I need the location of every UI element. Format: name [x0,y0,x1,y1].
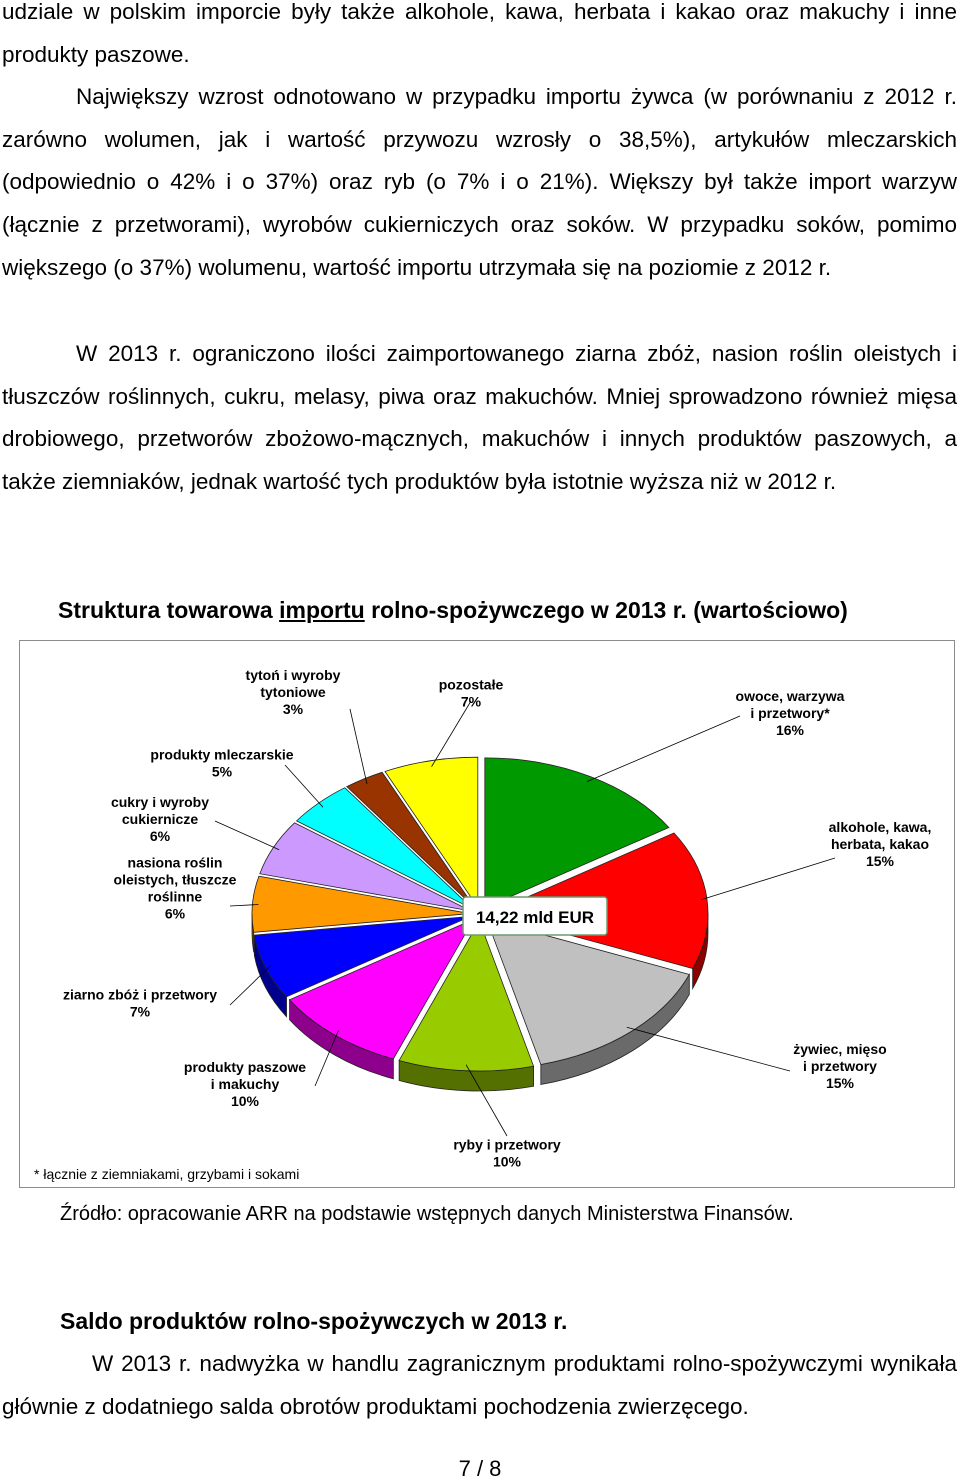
pie-slice-label-line: cukiernicze [121,811,199,827]
pie-slice-label-line: ziarno zbóż i przetwory [62,986,218,1003]
paragraph-balance [2,1343,957,1428]
pie-slice-label [736,688,845,738]
pie-slice-label [793,1041,886,1091]
chart-heading-underlined: importu [279,597,365,623]
chart-heading-before: Struktura towarowa [58,597,280,623]
pie-slice-label-line: 6% [164,905,186,922]
pie-slice-label-line: 15% [825,1075,855,1091]
pie-slice-label [63,987,217,1020]
pie-leader-line [215,821,279,850]
paragraph-balance-text: W 2013 r. nadwyżka w handlu zagranicznym produktami rolno-spożywczymi wynikała głównie z dodatniego salda obrotów produktami pochodzenia zwierzęcego. [2,1351,957,1419]
section-heading: Saldo produktów rolno-spożywczych w 2013 r. [60,1308,568,1334]
paragraph-import-growth [2,76,957,290]
pie-slice-label-line: cukry i wyroby [110,794,210,810]
pie-slice-label-line: 5% [211,763,233,780]
pie-slice-label-line: herbata, kakao [830,836,930,852]
paragraph-import-growth-text: Największy wzrost odnotowano w przypadku importu żywca (w porównaniu z 2012 r. zarówno wolumen, jak i wartość przywozu wzrosły o 38,5%), artykułów mleczarskich (odpowiednio o 42% i o 37%) oraz ryb (o 7% i o 21%). Większy był także import warzyw (łącznie z przetworami), wyrobów cukierniczych oraz soków. W przypadku soków, pomimo większego (o 37%) wolumenu, wartość importu utrzymała się na poziomie z 2012 r. [2,84,957,280]
pie-slice-label-line: żywiec, mięso [793,1041,887,1057]
pie-leader-line [285,765,323,807]
pie-leader-line [587,716,740,782]
pie-slice-label-line: oleistych, tłuszcze [113,871,237,888]
pie-slice-label-line: nasiona roślin [127,854,223,871]
pie-slice-label-line: roślinne [147,888,203,905]
pie-slice-label-line: 6% [149,828,171,844]
pie-total-label: 14,22 mld EUR [475,908,595,927]
pie-slice-label-line: 3% [282,701,304,717]
pie-slice-label-line: 7% [129,1003,151,1020]
pie-slice-label-line: 16% [775,722,805,738]
pie-slice-label-line: i przetwory [803,1058,877,1074]
pie-slice-label [829,819,932,869]
pie-slice-label-line: i przetwory* [750,705,830,721]
paragraph-import-decline [2,333,957,504]
chart-heading-after: rolno-spożywczego w 2013 r. (wartościowo) [364,597,848,623]
pie-slice-label [453,1137,561,1170]
pie-slice-label-line: 15% [865,853,895,869]
source-note: Źródło: opracowanie ARR na podstawie wstępnych danych Ministerstwa Finansów. [60,1203,794,1225]
pie-slice-label-line: 7% [460,693,482,710]
pie-leader-line [350,709,367,784]
pie-slice-label-line: ryby i przetwory [453,1136,561,1153]
pie-leader-line [432,701,471,767]
pie-slice-label-line: tytoniowe [260,684,326,700]
paragraph-intro [2,0,957,76]
pie-slice-label-line: alkohole, kawa, [828,819,932,835]
pie-slice-label-line: tytoń i wyroby [245,667,341,683]
pie-slice-label [150,747,293,780]
pie-slice-label [246,667,341,717]
pie-slice-label [439,677,504,710]
pie-slice-label [114,855,237,922]
pie-chart [19,640,955,1188]
pie-slice-label-line: produkty mleczarskie [150,746,294,763]
pie-slice-label [111,794,209,844]
pie-slice-label-line: pozostałe [438,676,504,693]
pie-leader-line [627,1027,790,1071]
paragraph-import-decline-text: W 2013 r. ograniczono ilości zaimportowanego ziarna zbóż, nasion roślin oleistych i tłuszczów roślinnych, cukru, melasy, piwa oraz makuchów. Mniej sprowadzono również mięsa drobiowego, przetworów zbożowo-mącznych, makuchów i innych produktów paszowych, a także ziemniaków, jednak wartość tych produktów była istotnie wyższa niż w 2012 r. [2,341,957,495]
page-number: 7 / 8 [458,1456,502,1481]
chart-heading [58,597,848,624]
pie-footnote: * łącznie z ziemniakami, grzybami i sokami [34,1166,300,1182]
paragraph-intro-text: udziale w polskim imporcie były także alkohole, kawa, herbata i kakao oraz makuchy i inne produkty paszowe. [2,0,957,67]
pie-slice-label-line: 10% [492,1153,522,1170]
pie-slice-label-line: owoce, warzywa [735,688,845,704]
pie-chart-svg [20,641,956,1189]
pie-slice-label-line: produkty paszowe [183,1059,307,1075]
pie-leader-line [701,858,835,900]
pie-slice-label-line: i makuchy [210,1076,280,1092]
pie-slice-label [184,1059,306,1109]
pie-slice-label-line: 10% [230,1093,260,1109]
